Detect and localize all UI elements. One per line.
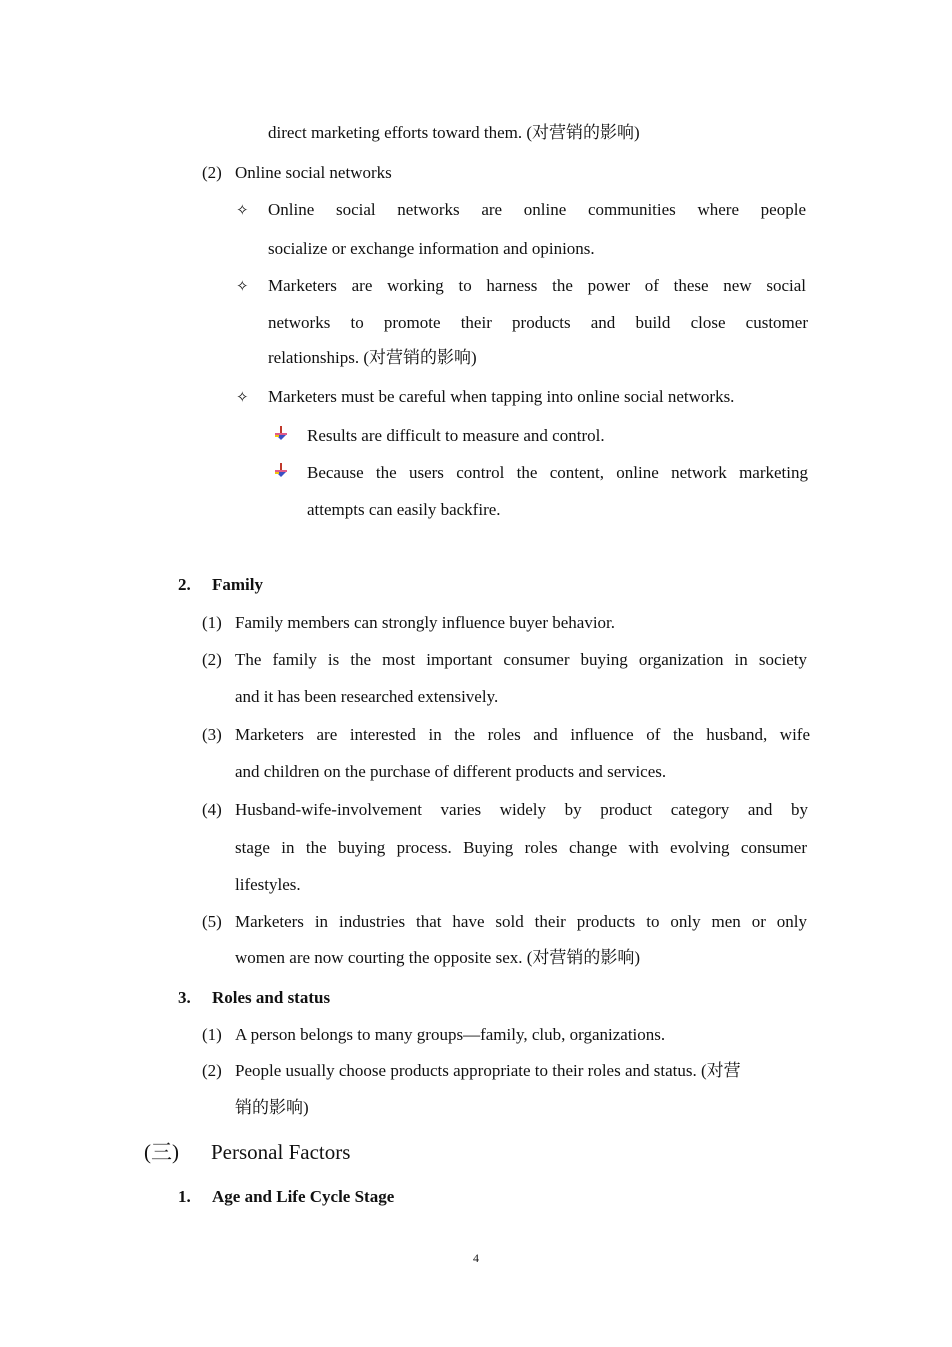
sub-bullet-line: attempts can easily backfire.: [307, 500, 501, 519]
bullet-line: socialize or exchange information and opinions.: [268, 239, 595, 258]
sub-bullet-line: Results are difficult to measure and control.: [307, 426, 605, 445]
list-item-line: The family is the most important consumer buying organization in society: [235, 650, 807, 669]
section-number: 3.: [178, 988, 191, 1007]
list-number: (2): [202, 650, 222, 669]
sub-bullet-line: Because the users control the content, online network marketing: [307, 463, 808, 482]
bullet-line: Online social networks are online communities where people: [268, 200, 806, 219]
bullet-line: Marketers must be careful when tapping into online social networks.: [268, 387, 735, 406]
chapter-heading: Personal Factors: [211, 1140, 351, 1164]
section-heading: Family: [212, 575, 263, 594]
list-item-line: Marketers are interested in the roles and influence of the husband, wife: [235, 725, 810, 744]
list-number: (2): [202, 163, 222, 182]
list-item-line: A person belongs to many groups—family, club, organizations.: [235, 1025, 666, 1044]
section-heading: Age and Life Cycle Stage: [212, 1187, 395, 1206]
page-number: 4: [473, 1251, 479, 1265]
list-item-line: Marketers in industries that have sold their products to only men or only: [235, 912, 807, 931]
star-bullet-icon: ✧: [236, 388, 249, 406]
list-item-line: 销的影响): [235, 1098, 309, 1117]
section-number: 2.: [178, 575, 191, 594]
list-number: (1): [202, 1025, 222, 1044]
list-item-title: Online social networks: [235, 163, 392, 182]
list-item-line: women are now courting the opposite sex. (对营销的影响): [235, 948, 641, 967]
star-bullet-icon: ✧: [236, 201, 249, 219]
chapter-number: (三): [144, 1140, 179, 1164]
list-item-line: Husband-wife-involvement varies widely by product category and by: [235, 800, 808, 819]
list-item-line: stage in the buying process. Buying roles change with evolving consumer: [235, 838, 807, 857]
list-number: (3): [202, 725, 222, 744]
list-item-line: People usually choose products appropriate to their roles and status. (对营: [235, 1061, 741, 1080]
list-item-line: lifestyles.: [235, 875, 301, 894]
section-number: 1.: [178, 1187, 191, 1206]
star-bullet-icon: ✧: [236, 277, 249, 295]
paragraph-line: direct marketing efforts toward them. (对营销的影响): [268, 123, 640, 142]
list-item-line: and children on the purchase of different products and services.: [235, 762, 667, 781]
bullet-line: networks to promote their products and build close customer: [268, 313, 808, 332]
list-number: (2): [202, 1061, 222, 1080]
section-heading: Roles and status: [212, 988, 331, 1007]
colored-down-arrow-icon: [273, 462, 289, 478]
bullet-line: Marketers are working to harness the power of these new social: [268, 276, 806, 295]
colored-down-arrow-icon: [273, 425, 289, 441]
bullet-line: relationships. (对营销的影响): [268, 348, 477, 367]
list-number: (4): [202, 800, 222, 819]
list-number: (1): [202, 613, 222, 632]
list-item-line: Family members can strongly influence buyer behavior.: [235, 613, 616, 632]
list-item-line: and it has been researched extensively.: [235, 687, 499, 706]
list-number: (5): [202, 912, 222, 931]
